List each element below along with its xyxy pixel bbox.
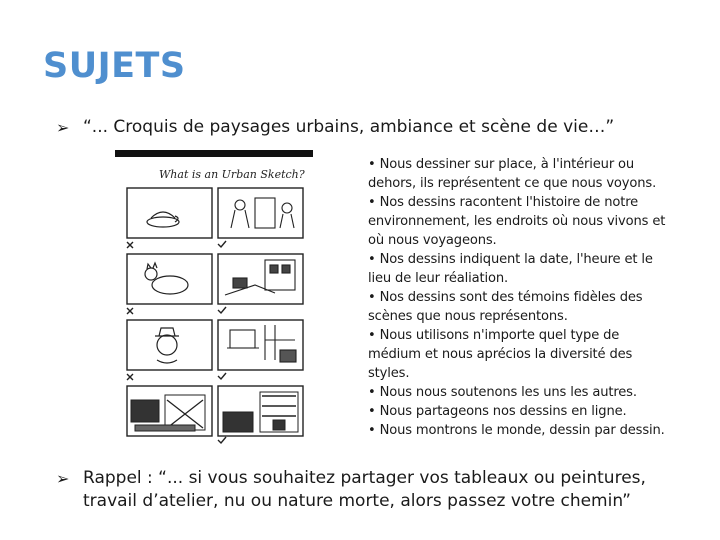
urban-sketch-drawing <box>115 150 315 450</box>
manifesto-point: • Nos dessins racontent l'histoire de notre environnement, les endroits où nous vivons et où nous voyageons. <box>368 195 666 248</box>
bullet-croquis <box>56 116 614 139</box>
bullet-rappel <box>56 467 676 513</box>
manifesto-point: • Nous utilisons n'importe quel type de médium et nous aprécios la diversité des styles. <box>368 328 633 381</box>
manifesto-point: • Nous montrons le monde, dessin par dessin. <box>368 423 665 438</box>
urban-sketch-illustration <box>115 150 315 450</box>
urban-sketch-manifesto <box>368 155 668 440</box>
manifesto-point: • Nous partageons nos dessins en ligne. <box>368 404 627 419</box>
arrow-bullet-icon: ➢ <box>56 469 70 488</box>
arrow-bullet-icon: ➢ <box>56 118 70 137</box>
slide-title: SUJETS <box>43 46 186 86</box>
manifesto-point: • Nous nous soutenons les uns les autres. <box>368 385 637 400</box>
bullet-rappel-text: Rappel : “... si vous souhaitez partager vos tableaux ou peintures, travail d’atelier, nu ou nature morte, alors passez votre chemin” <box>83 468 646 511</box>
manifesto-point: • Nos dessins sont des témoins fidèles des scènes que nous représentons. <box>368 290 643 324</box>
bullet-croquis-text: “... Croquis de paysages urbains, ambiance et scène de vie…” <box>83 117 615 137</box>
sketch-caption: What is an Urban Sketch? <box>159 168 305 181</box>
manifesto-point: • Nous dessiner sur place, à l'intérieur ou dehors, ils représentent ce que nous voyons. <box>368 157 657 191</box>
manifesto-point: • Nos dessins indiquent la date, l'heure et le lieu de leur réaliation. <box>368 252 653 286</box>
